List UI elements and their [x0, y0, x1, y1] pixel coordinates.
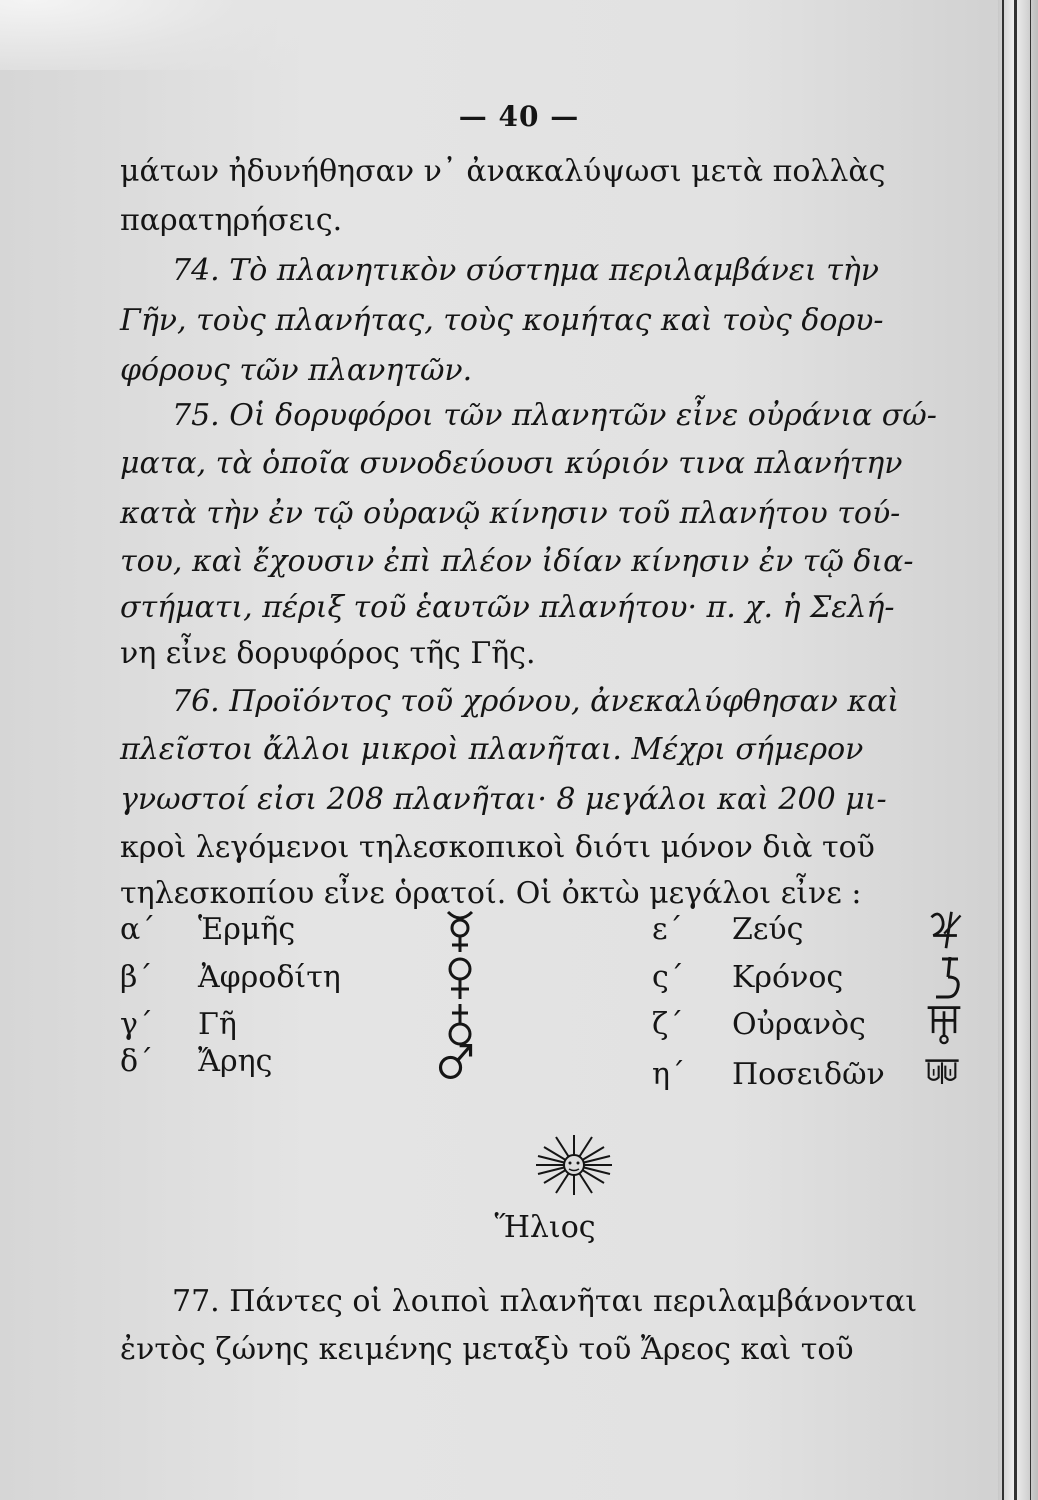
mars-symbol-icon [436, 1038, 476, 1086]
planet-name: Οὐρανὸς [732, 1007, 866, 1042]
gutter-edge-line [1014, 0, 1017, 1500]
book-gutter [998, 0, 1038, 1500]
planet-number: β΄ [120, 960, 153, 995]
text-line: μάτων ἠδυνήθησαν ν᾽ ἀνακαλύψωσι μετὰ πολλὰς [120, 154, 886, 189]
text-line: παρατηρήσεις. [120, 203, 343, 238]
venus-symbol-icon [440, 955, 480, 1003]
paragraph-75-line: στήματι, πέριξ τοῦ ἑαυτῶν πλανήτου· π. χ. ἡ Σελή- [120, 590, 895, 625]
uranus-symbol-icon [924, 1000, 964, 1048]
saturn-symbol-icon [928, 955, 968, 1003]
paragraph-76-line: κροὶ λεγόμενοι τηλεσκοπικοὶ διότι μόνον διὰ τοῦ [120, 830, 875, 865]
planet-name: Ποσειδῶν [732, 1057, 885, 1092]
paragraph-74-line: φόρους τῶν πλανητῶν. [120, 353, 473, 388]
paragraph-75-line: νη εἶνε δορυφόρος τῆς Γῆς. [120, 636, 536, 671]
planet-name: Κρόνος [732, 960, 844, 995]
paragraph-75-line: κατὰ τὴν ἐν τῷ οὐρανῷ κίνησιν τοῦ πλανήτου τού- [120, 496, 901, 531]
paragraph-77-line: 77. Πάντες οἱ λοιποὶ πλανῆται περιλαμβάνονται [172, 1284, 918, 1319]
planet-number: δ΄ [120, 1044, 154, 1079]
page-number: — 40 — [458, 100, 580, 133]
gutter-edge-line [1002, 0, 1004, 1500]
paragraph-75-line: του, καὶ ἔχουσιν ἐπὶ πλέον ἰδίαν κίνησιν ἐν τῷ δια- [120, 544, 914, 579]
paragraph-74-line: Γῆν, τοὺς πλανήτας, τοὺς κομήτας καὶ τοὺς δορυ- [120, 303, 884, 338]
gutter-edge-line [1030, 0, 1031, 1500]
paragraph-76-line: γνωστοί εἰσι 208 πλανῆται· 8 μεγάλοι καὶ 200 μι- [120, 782, 887, 817]
paragraph-74-line: 74. Τὸ πλανητικὸν σύστημα περιλαμβάνει τὴν [172, 253, 880, 288]
paragraph-76-line: 76. Προϊόντος τοῦ χρόνου, ἀνεκαλύφθησαν καὶ [172, 684, 900, 719]
planet-name: Ζεύς [732, 912, 804, 947]
planet-number: γ΄ [120, 1007, 153, 1042]
sun-caption: Ἥλιος [494, 1210, 596, 1245]
neptune-symbol-icon [922, 1050, 962, 1098]
planet-number: ε΄ [652, 912, 683, 947]
paragraph-75-line: ματα, τὰ ὁποῖα συνοδεύουσι κύριόν τινα πλανήτην [120, 446, 903, 481]
planet-name: Γῆ [198, 1007, 237, 1042]
jupiter-symbol-icon [926, 906, 966, 954]
planet-number: ζ΄ [652, 1007, 684, 1042]
sun-symbol-icon [536, 1135, 612, 1195]
mercury-symbol-icon [440, 908, 480, 956]
paragraph-76-line: τηλεσκοπίου εἶνε ὁρατοί. Οἱ ὀκτὼ μεγάλοι εἶνε : [120, 876, 862, 911]
planet-number: ς΄ [652, 960, 684, 995]
paragraph-76-line: πλεῖστοι ἄλλοι μικροὶ πλανῆται. Μέχρι σήμερον [120, 732, 864, 767]
planet-number: α΄ [120, 912, 156, 947]
planet-number: η΄ [652, 1057, 685, 1092]
paragraph-75-line: 75. Οἱ δορυφόροι τῶν πλανητῶν εἶνε οὐράνια σώ- [172, 398, 937, 433]
paragraph-77-line: ἐντὸς ζώνης κειμένης μεταξὺ τοῦ Ἄρεος καὶ τοῦ [120, 1332, 854, 1367]
planet-name: Ἀφροδίτη [198, 960, 341, 995]
page-corner-stain [0, 0, 300, 70]
planet-name: Ἄρης [198, 1044, 273, 1079]
planet-name: Ἑρμῆς [198, 912, 296, 947]
